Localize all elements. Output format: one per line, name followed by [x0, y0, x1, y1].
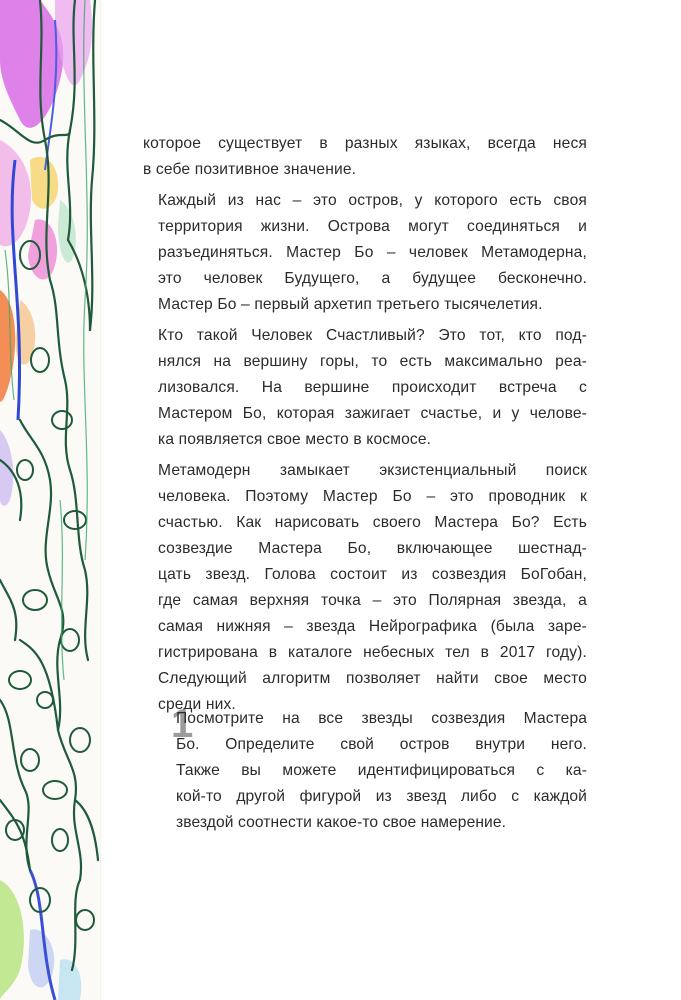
- text-line: ка появляется свое место в космосе.: [158, 431, 432, 448]
- text-line: разъединяться. Мастер Бо – человек Метамодерна,: [158, 244, 587, 261]
- text-line: кой-то другой фигурой из звезд либо с каждой: [176, 788, 587, 805]
- text-line: Следующий алгоритм позволяет найти свое место: [158, 670, 587, 687]
- step-number: 1: [171, 702, 194, 746]
- text-line: Метамодерн замыкает экзистенциальный поиск: [158, 462, 587, 479]
- text-line: это человек Будущего, а будущее бесконечно.: [158, 270, 587, 287]
- paragraph: [143, 131, 587, 183]
- text-line: которое существует в разных языках, всегда неся: [143, 135, 587, 152]
- text-line: Кто такой Человек Счастливый? Это тот, кто под-: [158, 327, 587, 344]
- text-line: созвездие Мастера Бо, включающее шестнад-: [158, 540, 587, 557]
- artwork-illustration: [0, 0, 100, 1000]
- paragraph: [143, 323, 587, 453]
- text-line: нялся на вершину горы, то есть максимально реа-: [158, 353, 587, 370]
- text-line: Каждый из нас – это остров, у которого есть своя: [158, 192, 587, 209]
- text-line: лизовался. На вершине происходит встреча с: [158, 379, 587, 396]
- text-line: Бо. Определите свой остров внутри него.: [176, 736, 587, 753]
- decorative-neurographic-artwork: [0, 0, 100, 1000]
- text-line: Посмотрите на все звезды созвездия Мастера: [176, 710, 587, 727]
- paragraph: [143, 188, 587, 318]
- text-line: Мастер Бо – первый архетип третьего тысячелетия.: [158, 296, 543, 313]
- text-line: в себе позитивное значение.: [143, 161, 357, 178]
- text-line: самая нижняя – звезда Нейрографика (была заре-: [158, 618, 587, 635]
- text-line: цать звезд. Голова состоит из созвездия БоГобан,: [158, 566, 587, 583]
- body-text: [143, 131, 587, 723]
- text-line: звездой соотнести какое-то свое намерение.: [176, 814, 507, 831]
- paragraph: [143, 458, 587, 718]
- artwork-edge-shadow: [100, 0, 102, 1000]
- text-line: счастью. Как нарисовать своего Мастера Бо? Есть: [158, 514, 587, 531]
- text-line: Мастером Бо, которая зажигает счастье, и у челове-: [158, 405, 587, 422]
- step-1-text: [176, 706, 587, 836]
- text-line: территория жизни. Острова могут соединяться и: [158, 218, 587, 235]
- text-line: Также вы можете идентифицироваться с ка-: [176, 762, 587, 779]
- text-line: гистрирована в каталоге небесных тел в 2017 году).: [158, 644, 587, 661]
- text-line: среди них.: [158, 696, 236, 713]
- text-line: человека. Поэтому Мастер Бо – это проводник к: [158, 488, 587, 505]
- text-line: где самая верхняя точка – это Полярная звезда, а: [158, 592, 587, 609]
